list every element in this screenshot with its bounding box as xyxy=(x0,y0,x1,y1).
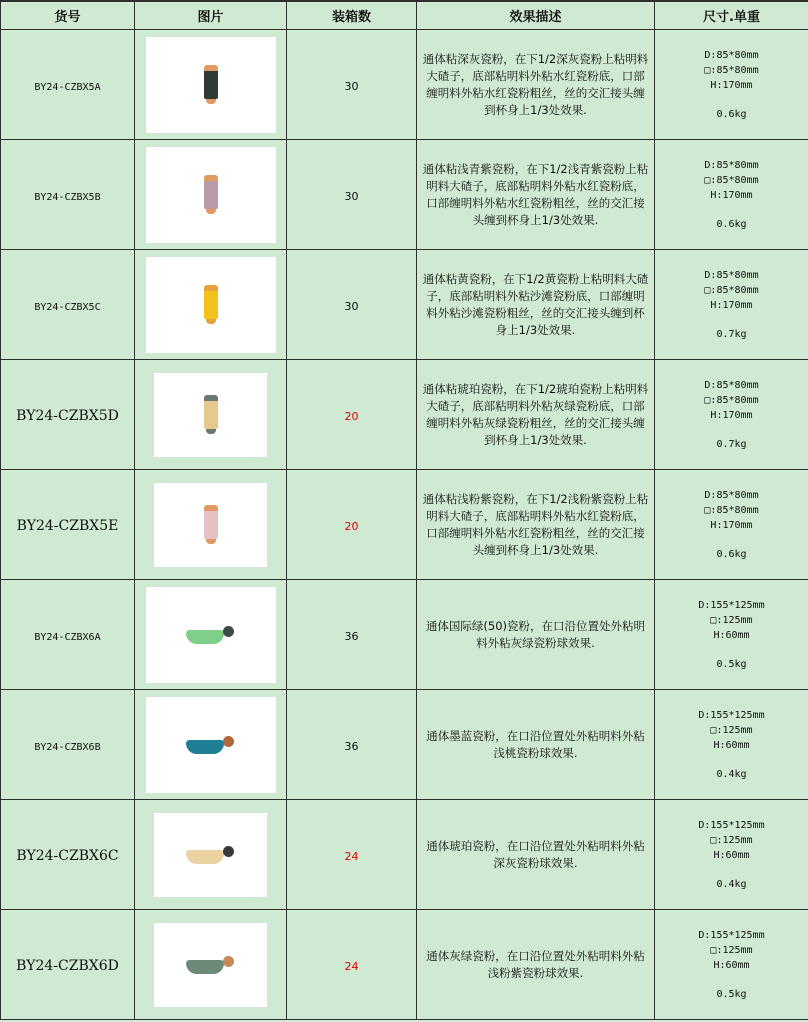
unit-weight: 0.7kg xyxy=(716,328,747,340)
dimension-square: □:85*80mm xyxy=(704,284,759,296)
header-size: 尺寸.单重 xyxy=(655,1,808,30)
product-image xyxy=(146,147,276,243)
cell-desc xyxy=(417,140,655,250)
cell-qty xyxy=(287,470,417,580)
size-weight xyxy=(655,488,808,562)
header-code: 货号 xyxy=(1,1,135,30)
packing-quantity: 30 xyxy=(344,190,359,203)
unit-weight: 0.6kg xyxy=(716,548,747,560)
cell-qty xyxy=(287,910,417,1020)
product-code: BY24-CZBX6D xyxy=(16,958,119,974)
header-row xyxy=(1,1,808,30)
table-row xyxy=(1,30,808,140)
unit-weight: 0.4kg xyxy=(716,878,747,890)
product-image xyxy=(154,923,267,1007)
dimension-square: □:85*80mm xyxy=(704,64,759,76)
bowl-image xyxy=(186,624,236,646)
cell-code xyxy=(1,800,135,910)
vase-image xyxy=(204,505,218,545)
packing-quantity: 24 xyxy=(344,850,359,863)
product-image xyxy=(154,373,267,457)
dimension-height: H:170mm xyxy=(710,79,753,91)
dimension-d: D:155*125mm xyxy=(698,929,765,941)
unit-weight: 0.6kg xyxy=(716,108,747,120)
cell-qty xyxy=(287,580,417,690)
cell-code xyxy=(1,910,135,1020)
cell-code xyxy=(1,250,135,360)
cell-size xyxy=(655,690,808,800)
dimension-d: D:85*80mm xyxy=(704,159,759,171)
size-weight xyxy=(655,708,808,782)
cell-desc xyxy=(417,580,655,690)
product-image xyxy=(146,257,276,353)
cell-image xyxy=(135,30,287,140)
cell-code xyxy=(1,690,135,800)
cell-size xyxy=(655,470,808,580)
effect-description: 通体粘黄瓷粉，在下1/2黄瓷粉上粘明料大碴子，底部粘明料外粘沙滩瓷粉底，口部缠明料外粘沙滩瓷粉粗丝，丝的交汇接头缠到杯身上1/3处效果. xyxy=(422,271,649,337)
unit-weight: 0.4kg xyxy=(716,768,747,780)
unit-weight: 0.6kg xyxy=(716,218,747,230)
size-weight xyxy=(655,928,808,1002)
header-desc: 效果描述 xyxy=(417,1,655,30)
dimension-square: □:85*80mm xyxy=(704,504,759,516)
cell-image xyxy=(135,800,287,910)
table-row xyxy=(1,910,808,1020)
dimension-d: D:155*125mm xyxy=(698,709,765,721)
packing-quantity: 20 xyxy=(344,410,359,423)
effect-description: 通体墨蓝瓷粉，在口沿位置处外粘明料外粘浅桃瓷粉球效果. xyxy=(426,728,645,760)
effect-description: 通体粘浅青紫瓷粉，在下1/2浅青紫瓷粉上粘明料大碴子，底部粘明料外粘水红瓷粉底，口部缠明料外粘水红瓷粉粗丝，丝的交汇接头缠到杯身上1/3处效果. xyxy=(422,161,649,227)
cell-code xyxy=(1,30,135,140)
product-image xyxy=(146,587,276,683)
vase-image xyxy=(204,175,218,215)
dimension-square: □:125mm xyxy=(710,724,753,736)
table-row xyxy=(1,800,808,910)
dimension-square: □:125mm xyxy=(710,944,753,956)
dimension-height: H:170mm xyxy=(710,189,753,201)
dimension-d: D:85*80mm xyxy=(704,379,759,391)
cell-image xyxy=(135,250,287,360)
effect-description: 通体粘浅粉紫瓷粉，在下1/2浅粉紫瓷粉上粘明料大碴子，底部粘明料外粘水红瓷粉底，口部缠明料外粘水红瓷粉粗丝，丝的交汇接头缠到杯身上1/3处效果. xyxy=(422,491,649,557)
size-weight xyxy=(655,378,808,452)
packing-quantity: 36 xyxy=(344,740,359,753)
header-qty: 装箱数 xyxy=(287,1,417,30)
product-image xyxy=(146,37,276,133)
cell-image xyxy=(135,360,287,470)
size-weight xyxy=(655,158,808,232)
product-code: BY24-CZBX5D xyxy=(16,408,119,424)
cell-code xyxy=(1,580,135,690)
table-row xyxy=(1,580,808,690)
dimension-height: H:60mm xyxy=(713,849,750,861)
dimension-d: D:155*125mm xyxy=(698,819,765,831)
cell-desc xyxy=(417,910,655,1020)
product-image xyxy=(154,483,267,567)
cell-qty xyxy=(287,360,417,470)
dimension-d: D:155*125mm xyxy=(698,599,765,611)
product-image xyxy=(154,813,267,897)
cell-image xyxy=(135,470,287,580)
cell-size xyxy=(655,910,808,1020)
cell-size xyxy=(655,140,808,250)
product-code: BY24-CZBX5C xyxy=(34,302,101,313)
header-image: 图片 xyxy=(135,1,287,30)
cell-size xyxy=(655,800,808,910)
cell-code xyxy=(1,470,135,580)
dimension-height: H:170mm xyxy=(710,299,753,311)
bowl-image xyxy=(186,844,236,866)
table-row xyxy=(1,360,808,470)
bowl-image xyxy=(186,954,236,976)
cell-size xyxy=(655,30,808,140)
cell-code xyxy=(1,360,135,470)
cell-size xyxy=(655,580,808,690)
size-weight xyxy=(655,268,808,342)
dimension-height: H:60mm xyxy=(713,739,750,751)
unit-weight: 0.7kg xyxy=(716,438,747,450)
dimension-d: D:85*80mm xyxy=(704,49,759,61)
cell-size xyxy=(655,250,808,360)
cell-desc xyxy=(417,800,655,910)
effect-description: 通体琥珀瓷粉，在口沿位置处外粘明料外粘深灰瓷粉球效果. xyxy=(426,838,645,870)
dimension-square: □:85*80mm xyxy=(704,394,759,406)
table-row xyxy=(1,690,808,800)
cell-image xyxy=(135,140,287,250)
dimension-d: D:85*80mm xyxy=(704,489,759,501)
cell-desc xyxy=(417,30,655,140)
packing-quantity: 36 xyxy=(344,630,359,643)
packing-quantity: 24 xyxy=(344,960,359,973)
product-image xyxy=(146,697,276,793)
cell-desc xyxy=(417,470,655,580)
size-weight xyxy=(655,818,808,892)
packing-quantity: 30 xyxy=(344,80,359,93)
product-code: BY24-CZBX6C xyxy=(16,848,119,864)
cell-desc xyxy=(417,250,655,360)
vase-image xyxy=(204,395,218,435)
effect-description: 通体灰绿瓷粉，在口沿位置处外粘明料外粘浅粉紫瓷粉球效果. xyxy=(426,948,645,980)
cell-image xyxy=(135,690,287,800)
effect-description: 通体粘琥珀瓷粉，在下1/2琥珀瓷粉上粘明料大碴子，底部粘明料外粘灰绿瓷粉底，口部缠明料外粘灰绿瓷粉粗丝，丝的交汇接头缠到杯身上1/3处效果. xyxy=(422,381,649,447)
product-code: BY24-CZBX5B xyxy=(34,192,101,203)
table-row xyxy=(1,470,808,580)
product-code: BY24-CZBX5E xyxy=(16,518,119,534)
cell-code xyxy=(1,140,135,250)
cell-qty xyxy=(287,800,417,910)
cell-desc xyxy=(417,360,655,470)
packing-quantity: 20 xyxy=(344,520,359,533)
size-weight xyxy=(655,48,808,122)
cell-desc xyxy=(417,690,655,800)
cell-qty xyxy=(287,690,417,800)
cell-size xyxy=(655,360,808,470)
cell-qty xyxy=(287,30,417,140)
product-code: BY24-CZBX6B xyxy=(34,742,101,753)
unit-weight: 0.5kg xyxy=(716,988,747,1000)
product-code: BY24-CZBX5A xyxy=(34,82,101,93)
vase-image xyxy=(204,285,218,325)
size-weight xyxy=(655,598,808,672)
cell-qty xyxy=(287,140,417,250)
cell-qty xyxy=(287,250,417,360)
effect-description: 通体粘深灰瓷粉，在下1/2深灰瓷粉上粘明料大碴子，底部粘明料外粘水红瓷粉底，口部缠明料外粘水红瓷粉粗丝，丝的交汇接头缠到杯身上1/3处效果. xyxy=(422,51,649,117)
dimension-square: □:125mm xyxy=(710,614,753,626)
cell-image xyxy=(135,580,287,690)
dimension-square: □:125mm xyxy=(710,834,753,846)
dimension-height: H:170mm xyxy=(710,519,753,531)
unit-weight: 0.5kg xyxy=(716,658,747,670)
product-code: BY24-CZBX6A xyxy=(34,632,101,643)
dimension-d: D:85*80mm xyxy=(704,269,759,281)
table-row xyxy=(1,140,808,250)
dimension-height: H:170mm xyxy=(710,409,753,421)
dimension-height: H:60mm xyxy=(713,959,750,971)
dimension-height: H:60mm xyxy=(713,629,750,641)
packing-quantity: 30 xyxy=(344,300,359,313)
dimension-square: □:85*80mm xyxy=(704,174,759,186)
cell-image xyxy=(135,910,287,1020)
bowl-image xyxy=(186,734,236,756)
effect-description: 通体国际绿(50)瓷粉，在口沿位置处外粘明料外粘灰绿瓷粉球效果. xyxy=(425,618,646,650)
vase-image xyxy=(204,65,218,105)
table-row xyxy=(1,250,808,360)
